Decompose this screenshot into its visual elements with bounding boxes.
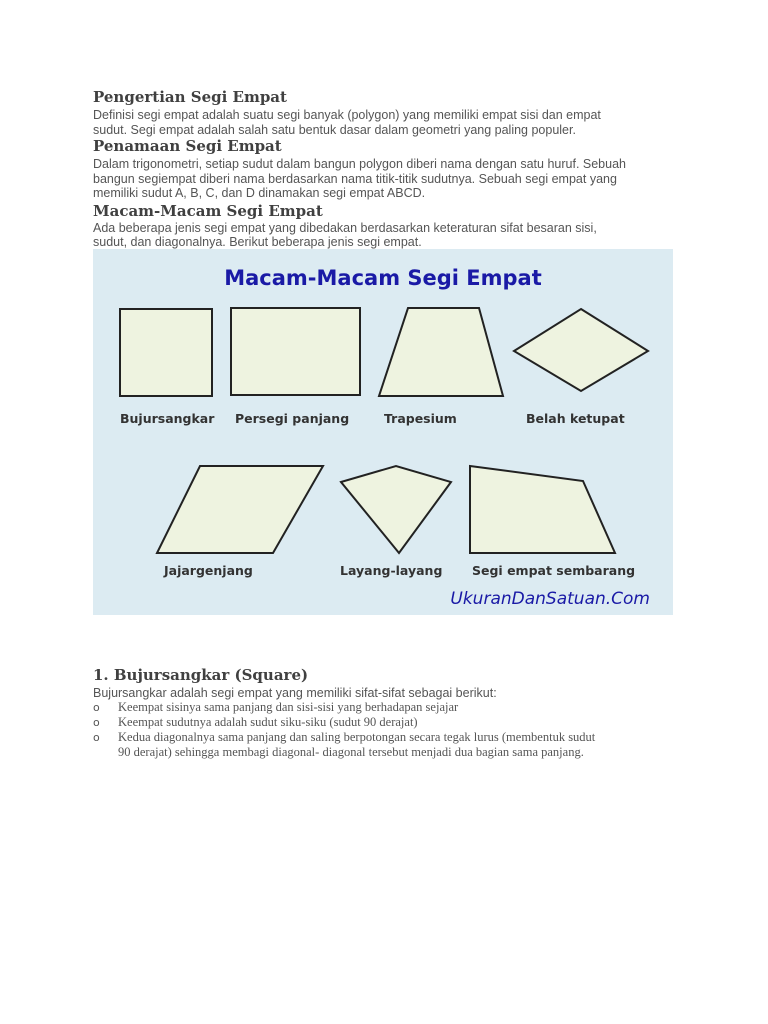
paragraph-line: Definisi segi empat adalah suatu segi banyak (polygon) yang memiliki empat sisi dan empat — [93, 108, 601, 122]
label-layang-layang: Layang-layang — [340, 563, 443, 578]
bullet: o — [93, 731, 100, 744]
label-belah-ketupat: Belah ketupat — [526, 411, 625, 426]
trapezoid-shape — [379, 308, 503, 396]
property-list — [93, 700, 683, 760]
heading-pengertian: Pengertian Segi Empat — [93, 88, 287, 106]
irregular-quadrilateral-shape — [470, 466, 615, 553]
list-item — [93, 700, 683, 715]
quadrilateral-figure — [93, 249, 673, 615]
figure-svg — [93, 249, 673, 615]
list-item-text: Keempat sisinya sama panjang dan sisi-sisi yang berhadapan sejajar — [118, 700, 459, 714]
figure-title: Macam-Macam Segi Empat — [224, 266, 542, 290]
paragraph-line: bangun segiempat diberi nama berdasarkan nama titik-titik sudutnya. Sebuah segi empat yang — [93, 172, 617, 186]
rhombus-shape — [514, 309, 648, 391]
kite-shape — [341, 466, 451, 553]
paragraph-line: sudut. Segi empat adalah salah satu bentuk dasar dalam geometri yang paling populer. — [93, 123, 576, 137]
heading-bujursangkar: 1. Bujursangkar (Square) — [93, 666, 309, 684]
bullet: o — [93, 716, 100, 729]
paragraph-line: memiliki sudut A, B, C, dan D dinamakan segi empat ABCD. — [93, 186, 426, 200]
list-item-text: Keempat sudutnya adalah sudut siku-siku (sudut 90 derajat) — [118, 715, 418, 729]
list-item — [93, 730, 683, 745]
paragraph-line: Dalam trigonometri, setiap sudut dalam bangun polygon diberi nama dengan satu huruf. Sebuah — [93, 157, 626, 171]
heading-macam: Macam-Macam Segi Empat — [93, 202, 323, 220]
paragraph-line: sudut, dan diagonalnya. Berikut beberapa jenis segi empat. — [93, 235, 422, 249]
label-segi-empat-sembarang: Segi empat sembarang — [472, 563, 636, 578]
list-item — [93, 715, 683, 730]
list-item-text: Kedua diagonalnya sama panjang dan saling berpotongan secara tegak lurus (membentuk sudut — [118, 730, 596, 744]
label-trapesium: Trapesium — [384, 411, 457, 426]
paragraph-line: Bujursangkar adalah segi empat yang memiliki sifat-sifat sebagai berikut: — [93, 686, 497, 700]
label-jajargenjang: Jajargenjang — [164, 563, 253, 578]
paragraph-line: Ada beberapa jenis segi empat yang dibedakan berdasarkan keteraturan sifat besaran sisi, — [93, 221, 597, 235]
rectangle-shape — [231, 308, 360, 395]
label-bujursangkar: Bujursangkar — [120, 411, 215, 426]
heading-penamaan: Penamaan Segi Empat — [93, 137, 282, 155]
label-persegi-panjang: Persegi panjang — [235, 411, 350, 426]
list-item-text: 90 derajat) sehingga membagi diagonal- diagonal tersebut menjadi dua bagian sama panjang. — [118, 745, 584, 759]
watermark: UkuranDanSatuan.Com — [450, 589, 650, 609]
bullet: o — [93, 701, 100, 714]
list-item-continuation — [93, 745, 683, 760]
square-shape — [120, 309, 212, 396]
parallelogram-shape — [157, 466, 323, 553]
shapes-group — [120, 308, 648, 553]
